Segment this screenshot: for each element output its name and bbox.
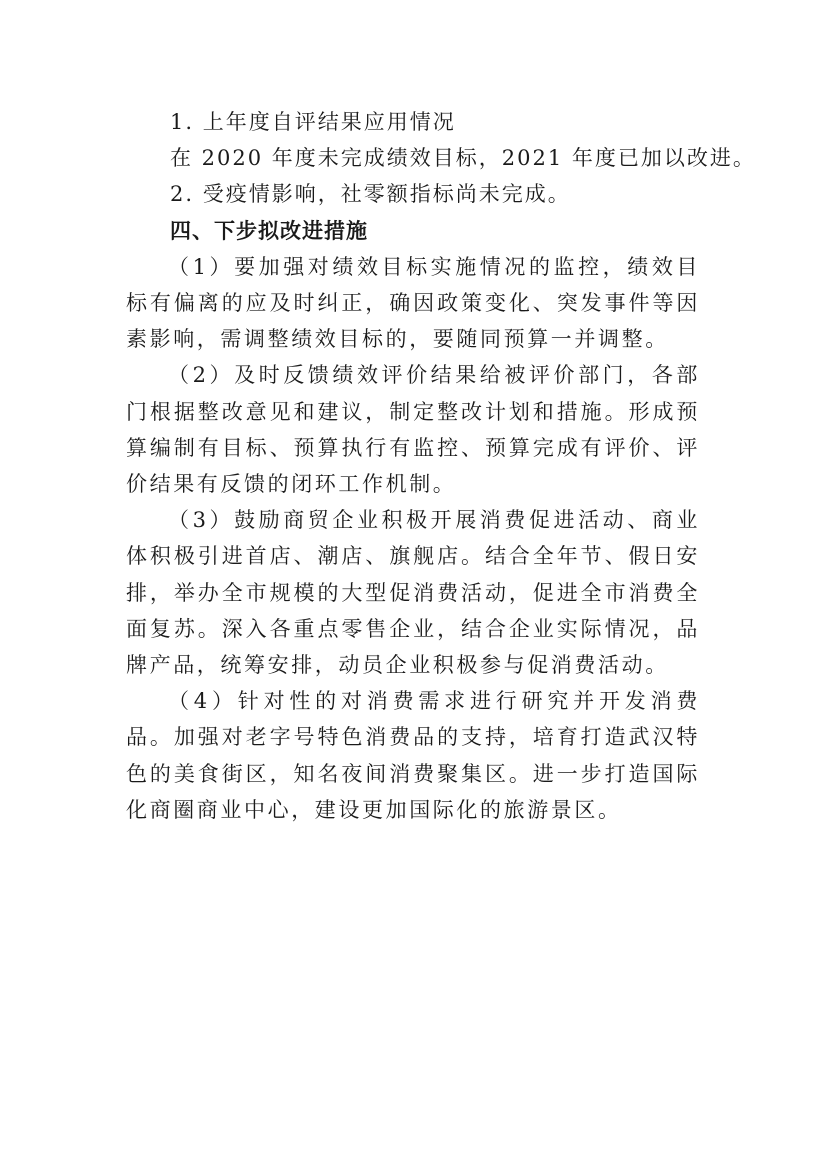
paragraph-2: （2）及时反馈绩效评价结果给被评价部门，各部门根据整改意见和建议，制定整改计划和措施。形成预算编制有目标、预算执行有监控、预算完成有评价、评价结果有反馈的闭环工作机制。 — [126, 363, 700, 496]
paragraph-1: （1）要加强对绩效目标实施情况的监控，绩效目标有偏离的应及时纠正，确因政策变化、突发事件等因素影响，需调整绩效目标的，要随同预算一并调整。 — [126, 254, 700, 352]
text-line-epidemic: 2. 受疫情影响，社零额指标尚未完成。 — [170, 182, 571, 207]
section-heading: 四、下步拟改进措施 — [170, 218, 368, 243]
text-line-improvement: 在 2020 年度未完成绩效目标，2021 年度已加以改进。 — [170, 146, 756, 171]
paragraph-4: （4）针对性的对消费需求进行研究并开发消费品。加强对老字号特色消费品的支持，培育打造武汉特色的美食街区，知名夜间消费聚集区。进一步打造国际化商圈商业中心，建设更加国际化的旅游景区。 — [126, 689, 700, 822]
document-body — [126, 104, 756, 828]
subheading-self-evaluation: 1. 上年度自评结果应用情况 — [170, 110, 456, 134]
paragraph-3: （3）鼓励商贸企业积极开展消费促进活动、商业体积极引进首店、潮店、旗舰店。结合全年节、假日安排，举办全市规模的大型促消费活动，促进全市消费全面复苏。深入各重点零售企业，结合企业实际情况，品牌产品，统筹安排，动员企业积极参与促消费活动。 — [126, 508, 700, 677]
